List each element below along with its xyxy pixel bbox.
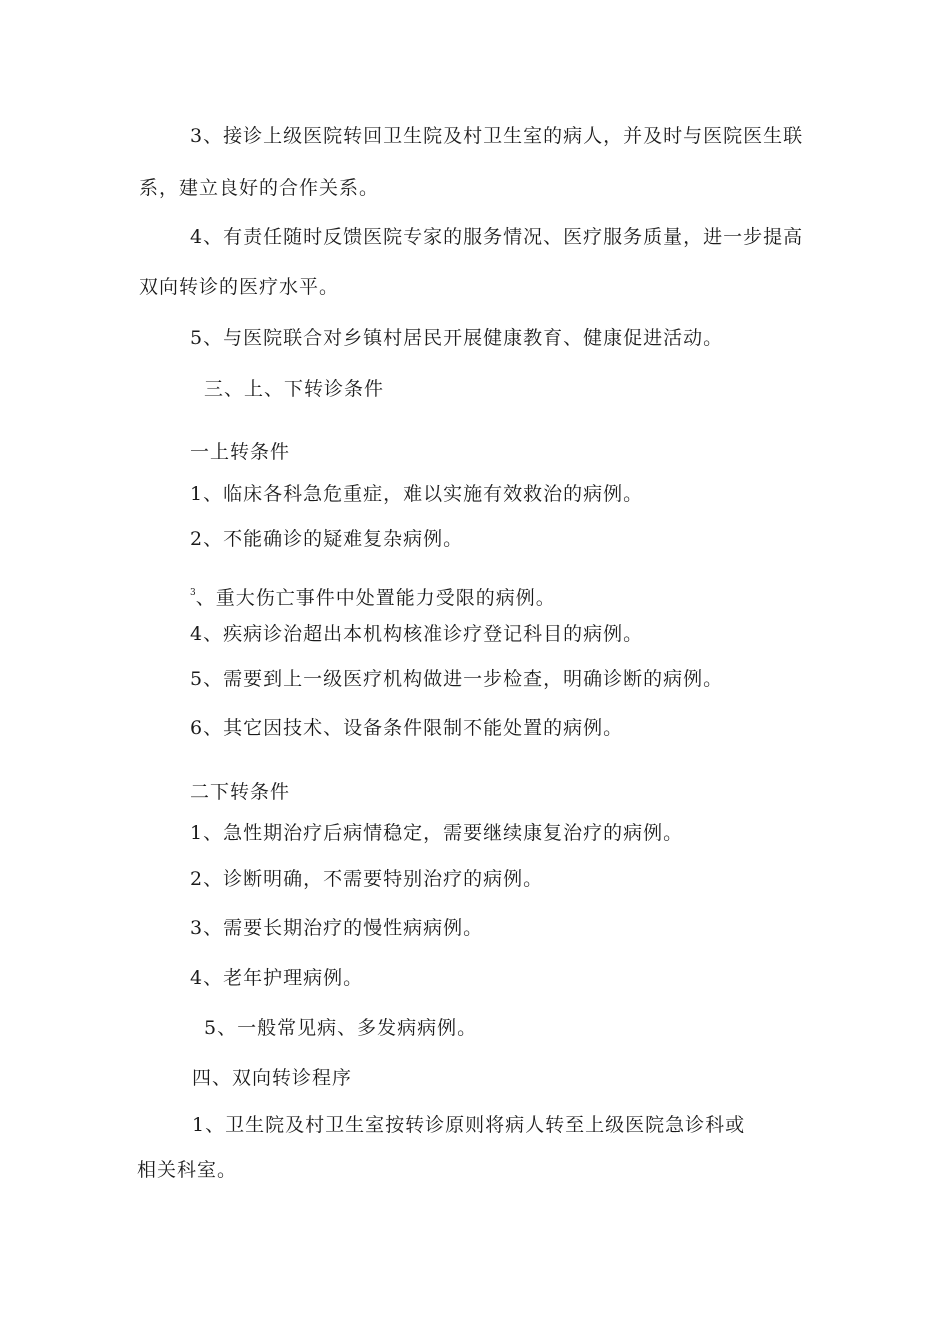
upward-condition-6: 6、其它因技术、设备条件限制不能处置的病例。: [190, 717, 624, 739]
upward-condition-2: 2、不能确诊的疑难复杂病例。: [190, 528, 464, 550]
paragraph-item-3-line1: 3、接诊上级医院转回卫生院及村卫生室的病人，并及时与医院医生联: [190, 125, 804, 147]
upward-condition-1: 1、临床各科急危重症，难以实施有效救治的病例。: [190, 483, 644, 505]
paragraph-item-4-line1: 4、有责任随时反馈医院专家的服务情况、医疗服务质量，进一步提高: [190, 226, 804, 248]
section-4-heading: 四、双向转诊程序: [192, 1067, 353, 1089]
downward-condition-2: 2、诊断明确，不需要特别治疗的病例。: [190, 868, 544, 890]
item-number-superscript: 3: [190, 588, 196, 598]
downward-conditions-heading: 二下转条件: [190, 781, 291, 803]
downward-condition-3: 3、需要长期治疗的慢性病病例。: [190, 917, 484, 939]
upward-conditions-heading: 一上转条件: [190, 441, 291, 463]
paragraph-item-5: 5、与医院联合对乡镇村居民开展健康教育、健康促进活动。: [190, 327, 724, 349]
upward-condition-5: 5、需要到上一级医疗机构做进一步检查，明确诊断的病例。: [190, 668, 724, 690]
downward-condition-5: 5、一般常见病、多发病病例。: [204, 1017, 478, 1039]
procedure-item-1-line2: 相关科室。: [137, 1159, 238, 1181]
section-3-heading: 三、上、下转诊条件: [204, 378, 385, 400]
upward-condition-4: 4、疾病诊治超出本机构核准诊疗登记科目的病例。: [190, 623, 644, 645]
downward-condition-4: 4、老年护理病例。: [190, 967, 364, 989]
upward-condition-3-text: 、重大伤亡事件中处置能力受限的病例。: [195, 587, 556, 609]
downward-condition-1: 1、急性期治疗后病情稳定，需要继续康复治疗的病例。: [190, 822, 684, 844]
paragraph-item-3-line2: 系，建立良好的合作关系。: [139, 177, 380, 199]
paragraph-item-4-line2: 双向转诊的医疗水平。: [139, 276, 340, 298]
procedure-item-1-line1: 1、卫生院及村卫生室按转诊原则将病人转至上级医院急诊科或: [192, 1114, 746, 1136]
upward-condition-3: [190, 581, 556, 610]
